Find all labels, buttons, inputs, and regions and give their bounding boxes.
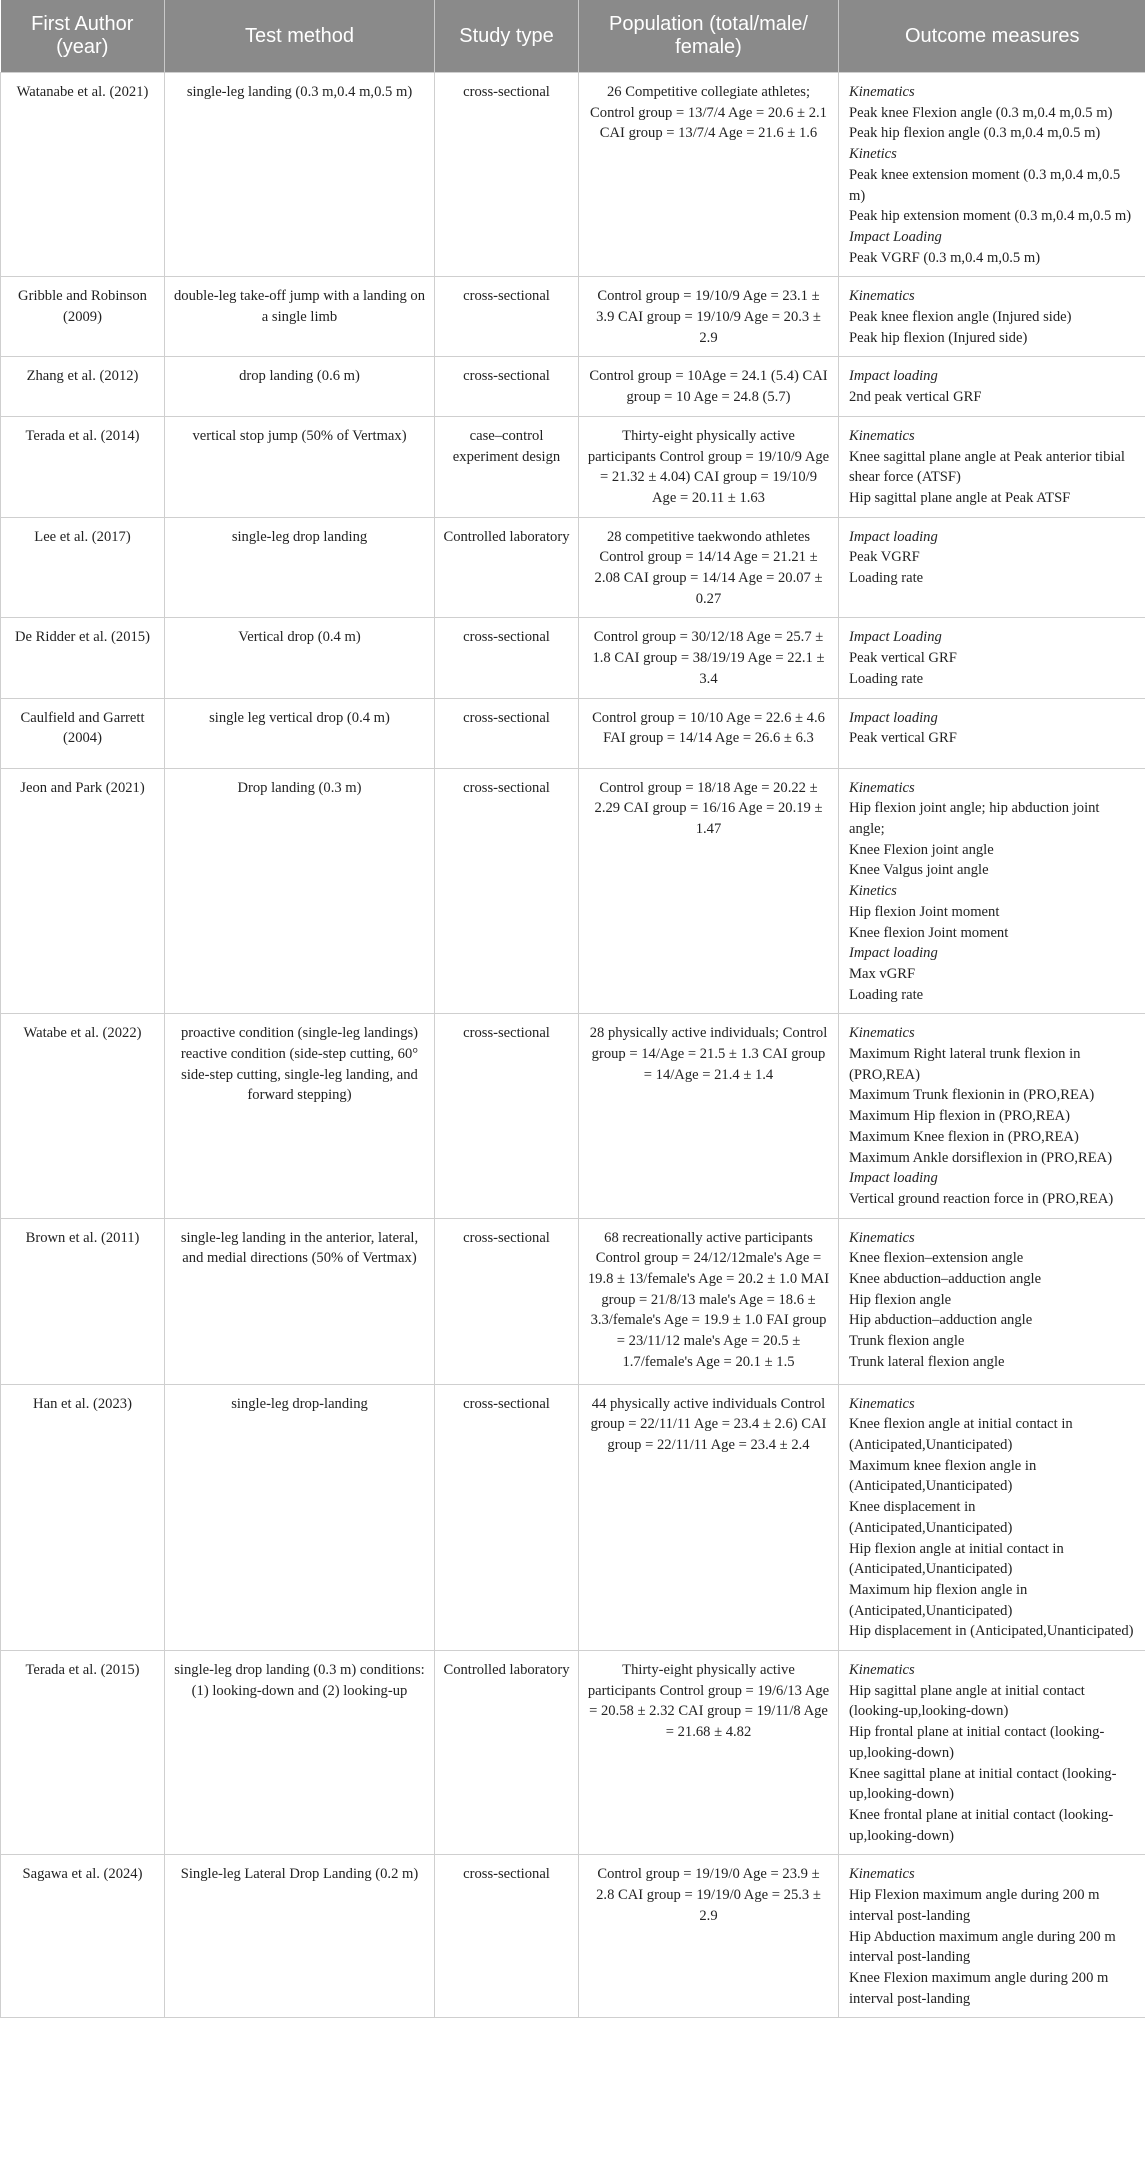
cell-test-method: vertical stop jump (50% of Vertmax)	[165, 416, 435, 517]
outcome-item: 2nd peak vertical GRF	[849, 389, 982, 406]
cell-first-author: Sagawa et al. (2024)	[1, 1855, 165, 2018]
cell-test-method: single-leg landing in the anterior, lateral, and medial directions (50% of Vertmax)	[165, 1218, 435, 1384]
outcome-item: Hip sagittal plane angle at Peak ATSF	[849, 489, 1071, 506]
outcome-item: Knee abduction–adduction angle	[849, 1271, 1042, 1288]
outcome-category: Kinetics	[849, 146, 897, 163]
outcome-item: Loading rate	[849, 670, 924, 687]
cell-population: Thirty-eight physically active participants Control group = 19/6/13 Age = 20.58 ± 2.32 CAI group = 19/11/8 Age = 21.68 ± 4.82	[579, 1651, 839, 1855]
cell-study-type: cross-sectional	[435, 1218, 579, 1384]
cell-outcome-measures	[839, 517, 1145, 618]
outcome-item: Knee Valgus joint angle	[849, 862, 989, 879]
cell-first-author: De Ridder et al. (2015)	[1, 618, 165, 698]
cell-outcome-measures	[839, 1384, 1145, 1650]
cell-first-author: Gribble and Robinson (2009)	[1, 277, 165, 357]
cell-population: Control group = 30/12/18 Age = 25.7 ± 1.8 CAI group = 38/19/19 Age = 22.1 ± 3.4	[579, 618, 839, 698]
header-first-author: First Author (year)	[1, 0, 165, 73]
table-row	[1, 416, 1145, 517]
outcome-item: Knee frontal plane at initial contact (looking-up,looking-down)	[849, 1807, 1114, 1844]
outcome-item: Maximum Trunk flexionin in (PRO,REA)	[849, 1087, 1095, 1104]
cell-population: Control group = 19/19/0 Age = 23.9 ± 2.8 CAI group = 19/19/0 Age = 25.3 ± 2.9	[579, 1855, 839, 2018]
header-population: Population (total/male/ female)	[579, 0, 839, 73]
cell-population: Control group = 10Age = 24.1 (5.4) CAI group = 10 Age = 24.8 (5.7)	[579, 357, 839, 416]
outcome-item: Knee flexion–extension angle	[849, 1250, 1024, 1267]
outcome-category: Kinematics	[849, 427, 915, 444]
cell-population: 26 Competitive collegiate athletes; Control group = 13/7/4 Age = 20.6 ± 2.1 CAI group = 13/7/4 Age = 21.6 ± 1.6	[579, 73, 839, 277]
outcome-item: Trunk lateral flexion angle	[849, 1353, 1005, 1370]
cell-study-type: cross-sectional	[435, 768, 579, 1014]
outcome-item: Hip flexion Joint moment	[849, 903, 1000, 920]
table-header	[1, 0, 1145, 73]
outcome-item: Knee sagittal plane angle at Peak anterior tibial shear force (ATSF)	[849, 448, 1125, 486]
outcome-item: Hip Abduction maximum angle during 200 m interval post-landing	[849, 1928, 1116, 1966]
outcome-item: Hip frontal plane at initial contact (looking-up,looking-down)	[849, 1724, 1105, 1761]
cell-outcome-measures	[839, 618, 1145, 698]
cell-test-method: single-leg drop landing (0.3 m) conditions: (1) looking-down and (2) looking-up	[165, 1651, 435, 1855]
cell-first-author: Brown et al. (2011)	[1, 1218, 165, 1384]
outcome-item: Trunk flexion angle	[849, 1333, 965, 1350]
cell-study-type: Controlled laboratory	[435, 517, 579, 618]
table-body	[1, 73, 1145, 2018]
outcome-item: Peak VGRF (0.3 m,0.4 m,0.5 m)	[849, 249, 1041, 266]
cell-first-author: Terada et al. (2015)	[1, 1651, 165, 1855]
cell-outcome-measures	[839, 277, 1145, 357]
outcome-item: Max vGRF	[849, 965, 916, 982]
table-row	[1, 357, 1145, 416]
outcome-category: Kinetics	[849, 883, 897, 900]
outcome-item: Knee sagittal plane at initial contact (looking-up,looking-down)	[849, 1765, 1117, 1803]
outcome-item: Maximum Hip flexion in (PRO,REA)	[849, 1108, 1070, 1125]
table-row	[1, 618, 1145, 698]
outcome-item: Knee flexion Joint moment	[849, 924, 1009, 941]
outcome-item: Knee Flexion joint angle	[849, 841, 994, 858]
cell-first-author: Jeon and Park (2021)	[1, 768, 165, 1014]
cell-population: Control group = 10/10 Age = 22.6 ± 4.6 FAI group = 14/14 Age = 26.6 ± 6.3	[579, 698, 839, 768]
cell-first-author: Lee et al. (2017)	[1, 517, 165, 618]
outcome-category: Impact loading	[849, 945, 938, 962]
cell-test-method: double-leg take-off jump with a landing on a single limb	[165, 277, 435, 357]
outcome-item: Peak VGRF	[849, 549, 920, 566]
cell-first-author: Zhang et al. (2012)	[1, 357, 165, 416]
header-outcome-measures: Outcome measures	[839, 0, 1145, 73]
cell-study-type: cross-sectional	[435, 698, 579, 768]
outcome-item: Knee flexion angle at initial contact in (Anticipated,Unanticipated)	[849, 1416, 1073, 1454]
cell-outcome-measures	[839, 73, 1145, 277]
outcome-category: Kinematics	[849, 1025, 915, 1042]
outcome-item: Peak knee Flexion angle (0.3 m,0.4 m,0.5 m)	[849, 104, 1113, 121]
outcome-item: Knee displacement in (Anticipated,Unanticipated)	[849, 1499, 1013, 1536]
cell-test-method: single-leg drop-landing	[165, 1384, 435, 1650]
cell-study-type: cross-sectional	[435, 618, 579, 698]
cell-outcome-measures	[839, 768, 1145, 1014]
outcome-item: Maximum hip flexion angle in (Anticipated,Unanticipated)	[849, 1581, 1028, 1619]
table-row	[1, 1014, 1145, 1218]
header-row	[1, 0, 1145, 73]
outcome-item: Hip abduction–adduction angle	[849, 1312, 1033, 1329]
outcome-item: Maximum knee flexion angle in (Anticipated,Unanticipated)	[849, 1457, 1037, 1495]
outcome-category: Impact loading	[849, 528, 938, 545]
table-row	[1, 277, 1145, 357]
outcome-item: Loading rate	[849, 570, 924, 587]
outcome-item: Hip Flexion maximum angle during 200 m interval post-landing	[849, 1887, 1100, 1924]
table-row	[1, 768, 1145, 1014]
cell-test-method: Drop landing (0.3 m)	[165, 768, 435, 1014]
outcome-category: Kinematics	[849, 288, 915, 305]
cell-first-author: Caulfield and Garrett (2004)	[1, 698, 165, 768]
outcome-item: Knee Flexion maximum angle during 200 m interval post-landing	[849, 1969, 1109, 2007]
cell-first-author: Han et al. (2023)	[1, 1384, 165, 1650]
cell-study-type: cross-sectional	[435, 73, 579, 277]
cell-study-type: cross-sectional	[435, 1384, 579, 1650]
cell-study-type: Controlled laboratory	[435, 1651, 579, 1855]
table-row	[1, 1855, 1145, 2018]
cell-test-method: single leg vertical drop (0.4 m)	[165, 698, 435, 768]
cell-outcome-measures	[839, 698, 1145, 768]
outcome-category: Impact Loading	[849, 228, 942, 245]
outcome-category: Kinematics	[849, 84, 915, 100]
header-test-method: Test method	[165, 0, 435, 73]
cell-test-method: single-leg drop landing	[165, 517, 435, 618]
outcome-item: Maximum Right lateral trunk flexion in (PRO,REA)	[849, 1046, 1081, 1083]
cell-population: Control group = 19/10/9 Age = 23.1 ± 3.9 CAI group = 19/10/9 Age = 20.3 ± 2.9	[579, 277, 839, 357]
cell-study-type: case–control experiment design	[435, 416, 579, 517]
outcome-category: Impact Loading	[849, 629, 942, 646]
outcome-category: Impact loading	[849, 709, 938, 726]
outcome-category: Kinematics	[849, 1866, 915, 1883]
outcome-item: Hip sagittal plane angle at initial contact (looking-up,looking-down)	[849, 1682, 1085, 1720]
table-row	[1, 698, 1145, 768]
outcome-item: Peak vertical GRF	[849, 650, 957, 667]
outcome-category: Kinematics	[849, 779, 915, 796]
cell-outcome-measures	[839, 1014, 1145, 1218]
outcome-item: Hip flexion angle	[849, 1291, 952, 1308]
outcome-item: Hip flexion angle at initial contact in (Anticipated,Unanticipated)	[849, 1540, 1064, 1578]
outcome-item: Hip displacement in (Anticipated,Unanticipated)	[849, 1623, 1134, 1640]
outcome-item: Hip flexion joint angle; hip abduction joint angle;	[849, 800, 1100, 837]
outcome-item: Peak vertical GRF	[849, 730, 957, 747]
table-row	[1, 1218, 1145, 1384]
cell-test-method: Single-leg Lateral Drop Landing (0.2 m)	[165, 1855, 435, 2018]
cell-outcome-measures	[839, 1218, 1145, 1384]
outcome-category: Impact loading	[849, 368, 938, 385]
cell-outcome-measures	[839, 416, 1145, 517]
table-row	[1, 1384, 1145, 1650]
cell-population: Thirty-eight physically active participants Control group = 19/10/9 Age = 21.32 ± 4.04) CAI group = 19/10/9 Age = 20.11 ± 1.63	[579, 416, 839, 517]
outcome-category: Kinematics	[849, 1662, 915, 1679]
cell-test-method: proactive condition (single-leg landings) reactive condition (side-step cutting, 60° side-step cutting, single-leg landing, and forward stepping)	[165, 1014, 435, 1218]
outcome-category: Impact loading	[849, 1170, 938, 1187]
outcome-item: Peak hip extension moment (0.3 m,0.4 m,0.5 m)	[849, 208, 1132, 225]
cell-test-method: drop landing (0.6 m)	[165, 357, 435, 416]
outcome-category: Kinematics	[849, 1395, 915, 1412]
cell-study-type: cross-sectional	[435, 277, 579, 357]
outcome-item: Maximum Ankle dorsiflexion in (PRO,REA)	[849, 1149, 1113, 1166]
cell-outcome-measures	[839, 1855, 1145, 2018]
cell-study-type: cross-sectional	[435, 357, 579, 416]
table-row	[1, 517, 1145, 618]
cell-first-author: Watanabe et al. (2021)	[1, 73, 165, 277]
header-study-type: Study type	[435, 0, 579, 73]
cell-first-author: Terada et al. (2014)	[1, 416, 165, 517]
cell-population: 28 competitive taekwondo athletes Control group = 14/14 Age = 21.21 ± 2.08 CAI group = 14/14 Age = 20.07 ± 0.27	[579, 517, 839, 618]
cell-first-author: Watabe et al. (2022)	[1, 1014, 165, 1218]
outcome-item: Vertical ground reaction force in (PRO,REA)	[849, 1190, 1114, 1207]
cell-test-method: single-leg landing (0.3 m,0.4 m,0.5 m)	[165, 73, 435, 277]
table-row	[1, 1651, 1145, 1855]
table-row	[1, 73, 1145, 277]
cell-outcome-measures	[839, 357, 1145, 416]
cell-population: 28 physically active individuals; Control group = 14/Age = 21.5 ± 1.3 CAI group = 14/Age = 21.4 ± 1.4	[579, 1014, 839, 1218]
outcome-item: Loading rate	[849, 986, 924, 1003]
outcome-item: Peak knee extension moment (0.3 m,0.4 m,0.5 m)	[849, 166, 1121, 204]
outcome-item: Peak hip flexion (Injured side)	[849, 329, 1028, 346]
cell-population: Control group = 18/18 Age = 20.22 ± 2.29 CAI group = 16/16 Age = 20.19 ± 1.47	[579, 768, 839, 1014]
outcome-item: Peak hip flexion angle (0.3 m,0.4 m,0.5 m)	[849, 125, 1101, 142]
outcome-category: Kinematics	[849, 1229, 915, 1246]
outcome-item: Peak knee flexion angle (Injured side)	[849, 309, 1072, 326]
cell-outcome-measures	[839, 1651, 1145, 1855]
cell-study-type: cross-sectional	[435, 1014, 579, 1218]
outcome-item: Maximum Knee flexion in (PRO,REA)	[849, 1128, 1079, 1145]
cell-population: 68 recreationally active participants Control group = 24/12/12male's Age = 19.8 ± 13/female's Age = 20.2 ± 1.0 MAI group = 21/8/13 male's Age = 18.6 ± 3.3/female's Age = 19.9 ± 1.0 FAI group = 23/11/12 male's Age = 20.5 ± 1.7/female's Age = 20.1 ± 1.5	[579, 1218, 839, 1384]
cell-test-method: Vertical drop (0.4 m)	[165, 618, 435, 698]
cell-population: 44 physically active individuals Control group = 22/11/11 Age = 23.4 ± 2.6) CAI group = 22/11/11 Age = 23.4 ± 2.4	[579, 1384, 839, 1650]
cell-study-type: cross-sectional	[435, 1855, 579, 2018]
